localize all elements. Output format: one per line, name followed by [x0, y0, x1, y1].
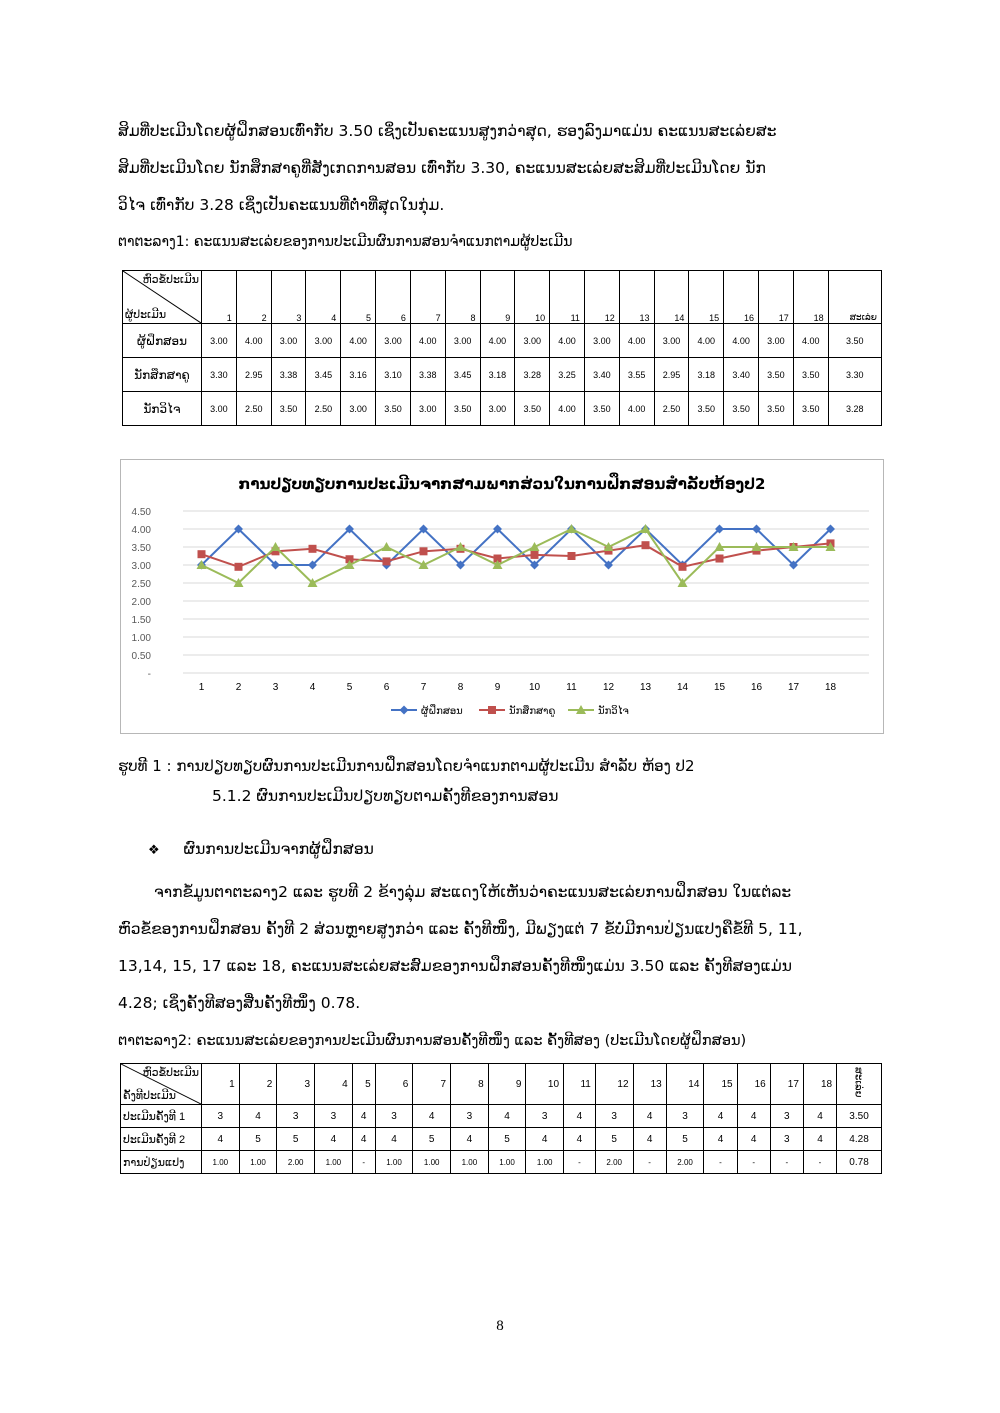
- data-point: [420, 547, 428, 555]
- table-cell: 3.10: [376, 358, 411, 392]
- column-header: 3: [277, 1064, 315, 1105]
- data-point: [679, 563, 687, 571]
- corner-bottom-label: ຜູ້ປະເມີນ: [125, 309, 167, 321]
- table-cell: 2.50: [236, 392, 271, 426]
- y-tick-label: 1.00: [131, 633, 151, 644]
- table-cell: 4.00: [341, 324, 376, 358]
- column-header: 6: [375, 1064, 413, 1105]
- legend-label: ຜູ້ຝຶກສອນ: [421, 706, 463, 717]
- table-cell: 2.00: [595, 1151, 633, 1174]
- column-header: 9: [480, 271, 515, 324]
- table-cell: -: [352, 1151, 375, 1174]
- table-cell: 4.00: [793, 324, 828, 358]
- data-point: [716, 555, 724, 563]
- subsection-heading: 5.1.2 ຜົນການປະເມີນປຽບທຽບຕາມຄັ້ງທີຂອງການສອນ: [212, 787, 559, 805]
- table-cell: 3: [770, 1105, 803, 1128]
- column-header: 17: [770, 1064, 803, 1105]
- table-cell: 4: [803, 1105, 836, 1128]
- data-point: [568, 552, 576, 560]
- table-cell: 3.28: [515, 358, 550, 392]
- table-cell: 2.50: [654, 392, 689, 426]
- table-cell: 3.38: [271, 358, 306, 392]
- table-cell: 3: [202, 1105, 240, 1128]
- table-cell: 3.00: [376, 324, 411, 358]
- table-cell: 3.55: [619, 358, 654, 392]
- table-cell: 2.50: [306, 392, 341, 426]
- table-cell: 3.50: [584, 392, 619, 426]
- column-header: 2: [239, 1064, 277, 1105]
- column-header: 11: [564, 1064, 596, 1105]
- x-tick-label: 13: [639, 682, 652, 693]
- table-corner-cell: [123, 271, 202, 324]
- y-tick-label: 4.50: [131, 507, 151, 518]
- table-cell: 4: [239, 1105, 277, 1128]
- column-header: 7: [413, 1064, 451, 1105]
- table1-caption: ຕາຕະລາງ1: ຄະແນນສະເລ່ຍຂອງການປະເມີນຜົນການສອນຈໍາແນກຕາມຜູ້ປະເມີນ: [118, 234, 573, 250]
- column-header: 15: [704, 1064, 737, 1105]
- x-tick-label: 10: [528, 682, 541, 693]
- table-cell: 3.38: [410, 358, 445, 392]
- table-cell: 4.00: [410, 324, 445, 358]
- x-tick-label: 5: [346, 682, 353, 693]
- data-point: [309, 545, 317, 553]
- table-cell: 4: [564, 1128, 596, 1151]
- data-point: [642, 541, 650, 549]
- body-line: ຫົວຂໍ້ຂອງການຝຶກສອນ ຄັ້ງທີ 2 ສ່ວນຫຼາຍສູງກວ່າ ແລະ ຄັ້ງທີໜຶ່ງ, ມີພຽງແຕ່ 7 ຂໍ້ບໍ່ມີການປ່ຽນແປງຄືຂໍ້ທີ 5, 11,: [118, 920, 803, 938]
- table-cell: 4: [633, 1105, 666, 1128]
- table-cell: 1.00: [488, 1151, 526, 1174]
- table-cell: 3.00: [515, 324, 550, 358]
- table-cell: 1.00: [239, 1151, 277, 1174]
- body-line: ຈາກຂໍ້ມູນຕາຕະລາງ2 ແລະ ຮູບທີ 2 ຂ້າງລຸ່ມ ສະແດງໃຫ້ເຫັນວ່າຄະແນນສະເລ່ຍການຝຶກສອນ ໃນແຕ່ລະ: [154, 883, 792, 901]
- table-cell: 3.18: [480, 358, 515, 392]
- table-cell: 3.00: [202, 324, 237, 358]
- table-cell: 3: [277, 1105, 315, 1128]
- table-cell: 1.00: [451, 1151, 489, 1174]
- table-cell: 4: [737, 1105, 770, 1128]
- intro-line: ສິມທີ່ປະເມີນໂດຍຜູ້ຝຶກສອນເທົ່າກັບ 3.50 ເຊິ່ງເປັນຄະແນນສູງກວ່າສຸດ, ຮອງລົງມາແມ່ນ ຄະແນນສະເລ່ຍສະ: [118, 122, 777, 140]
- row-label: ຜູ້ຝຶກສອນ: [123, 324, 202, 358]
- table-cell: 4: [803, 1128, 836, 1151]
- table-cell: 3.50: [376, 392, 411, 426]
- table-cell: 2.95: [236, 358, 271, 392]
- column-header: 2: [236, 271, 271, 324]
- body-line: 4.28; ເຊິ່ງຄັ້ງທີສອງສື່ນຄັ້ງທີໜຶ່ງ 0.78.: [118, 994, 361, 1012]
- legend-marker: [400, 706, 409, 715]
- bullet-icon: ❖: [148, 843, 160, 858]
- table-cell: 3.25: [550, 358, 585, 392]
- table-cell: 2.00: [277, 1151, 315, 1174]
- chart-title: ການປຽບທຽບການປະເມີນຈາກສາມພາກສ່ວນໃນການຝຶກສອນສໍາລັບຫ້ອງປ2: [238, 475, 766, 493]
- column-header: 18: [793, 271, 828, 324]
- x-tick-label: 17: [787, 682, 800, 693]
- data-point: [383, 557, 391, 565]
- table-cell: 5: [239, 1128, 277, 1151]
- table-cell: 4: [526, 1128, 564, 1151]
- table-cell: 4: [375, 1128, 413, 1151]
- column-header: 14: [666, 1064, 704, 1105]
- table-cell: 4: [488, 1105, 526, 1128]
- table-cell: -: [564, 1151, 596, 1174]
- x-tick-label: 15: [713, 682, 726, 693]
- bullet-heading-text: ຜົນການປະເມີນຈາກຜູ້ຝຶກສອນ: [183, 840, 374, 858]
- column-header-label: ສະເລ່ຍ: [852, 1067, 864, 1098]
- table-cell: 2.00: [666, 1151, 704, 1174]
- body-paragraph: [118, 877, 882, 1019]
- table-cell: 3: [315, 1105, 353, 1128]
- corner-top-label: ຫົວຂໍ້ປະເມີນ: [142, 274, 199, 286]
- x-tick-label: 2: [235, 682, 242, 693]
- table-cell: -: [770, 1151, 803, 1174]
- column-header: 13: [619, 271, 654, 324]
- y-tick-label: 3.00: [131, 561, 151, 572]
- table-cell: 4.00: [550, 324, 585, 358]
- table-cell: 2.95: [654, 358, 689, 392]
- column-header: 5: [352, 1064, 375, 1105]
- legend-item: [391, 703, 463, 717]
- x-tick-label: 11: [566, 682, 577, 693]
- row-label: ການປ່ຽນແປງ: [121, 1151, 202, 1174]
- page-number: 8: [496, 1318, 504, 1334]
- table-cell: 3.50: [724, 392, 759, 426]
- column-header: 1: [202, 1064, 240, 1105]
- y-tick-label: 0.50: [131, 651, 151, 662]
- table-cell: 3.00: [759, 324, 794, 358]
- y-tick-label: 3.50: [131, 543, 151, 554]
- table-cell: 4: [451, 1128, 489, 1151]
- table-corner-cell: [121, 1064, 202, 1105]
- column-header: 4: [315, 1064, 353, 1105]
- intro-line: ວິໄຈ ເທົ່າກັບ 3.28 ເຊິ່ງເປັນຄະແນນທີ່ຕໍ່າທີ່ສຸດໃນກຸ່ມ.: [118, 196, 445, 214]
- x-tick-label: 3: [272, 682, 279, 693]
- y-tick-label: 4.00: [131, 525, 151, 536]
- table-cell: 4: [564, 1105, 596, 1128]
- table-cell: 3.30: [202, 358, 237, 392]
- intro-line: ສິມທີ່ປະເມີນໂດຍ ນັກສຶກສາຄູທີ່ສັງເກດການສອນ ເທົ່າກັບ 3.30, ຄະແນນສະເລ່ຍສະສິມທີ່ປະເມີນໂດຍ ນັກ: [118, 159, 766, 177]
- table-row: [121, 1128, 882, 1151]
- x-tick-label: 6: [383, 682, 390, 693]
- table-cell: 3.18: [689, 358, 724, 392]
- x-tick-label: 8: [457, 682, 464, 693]
- table-cell: -: [704, 1151, 737, 1174]
- table-cell: 1.00: [375, 1151, 413, 1174]
- table-cell: 1.00: [315, 1151, 353, 1174]
- table-row: [121, 1105, 882, 1128]
- table-cell: 3.40: [724, 358, 759, 392]
- column-header: ສະເລ່ຍ: [828, 271, 881, 324]
- table-cell: 4.00: [689, 324, 724, 358]
- line-chart-svg: [121, 460, 883, 733]
- legend-label: ນັກສຶກສາຄູ: [509, 706, 556, 717]
- legend-label: ນັກວິໄຈ: [598, 706, 629, 717]
- table-cell: 3.00: [654, 324, 689, 358]
- column-header: 4: [306, 271, 341, 324]
- table-cell: -: [803, 1151, 836, 1174]
- data-point: [235, 563, 243, 571]
- table-cell: 4: [315, 1128, 353, 1151]
- column-header: 16: [724, 271, 759, 324]
- table-cell: 3.00: [445, 324, 480, 358]
- table-cell: 4: [352, 1128, 375, 1151]
- table-cell: 3.00: [584, 324, 619, 358]
- x-tick-label: 18: [824, 682, 837, 693]
- data-point: [198, 550, 206, 558]
- column-header: 7: [410, 271, 445, 324]
- row-label: ປະເມີນຄັ້ງທີ 1: [121, 1105, 202, 1128]
- table-cell: 3.30: [828, 358, 881, 392]
- table-cell: 3.45: [445, 358, 480, 392]
- table-row: [123, 324, 882, 358]
- column-header: 5: [341, 271, 376, 324]
- column-header: 8: [445, 271, 480, 324]
- table-cell: -: [633, 1151, 666, 1174]
- column-header: 17: [759, 271, 794, 324]
- table-cell: 3.50: [515, 392, 550, 426]
- body-line: 13,14, 15, 17 ແລະ 18, ຄະແນນສະເລ່ຍສະສົມຂອງການຝຶກສອນຄັ້ງທີໜຶ່ງແມ່ນ 3.50 ແລະ ຄັ້ງທີສອງແມ່ນ: [118, 957, 792, 975]
- table-cell: 3: [451, 1105, 489, 1128]
- table-cell: 3.00: [202, 392, 237, 426]
- table-cell: 3: [526, 1105, 564, 1128]
- column-header: 9: [488, 1064, 526, 1105]
- table-cell: 3.50: [837, 1105, 882, 1128]
- table-cell: 3.50: [271, 392, 306, 426]
- table-cell: 3.45: [306, 358, 341, 392]
- row-label: ນັກວິໄຈ: [123, 392, 202, 426]
- table-cell: 3.40: [584, 358, 619, 392]
- table-cell: 3.50: [793, 358, 828, 392]
- figure-caption: ຮູບທີ 1 : ການປຽບທຽບຜົນການປະເມີນການຝຶກສອນໂດຍຈໍາແນກຕາມຜູ້ປະເມີນ ສໍາລັບ ຫ້ອງ ປ2: [118, 757, 695, 775]
- table-cell: 3.50: [828, 324, 881, 358]
- table-cell: 4.00: [724, 324, 759, 358]
- table-cell: 1.00: [526, 1151, 564, 1174]
- column-header: 10: [526, 1064, 564, 1105]
- x-tick-label: 14: [676, 682, 689, 693]
- table-cell: 4: [737, 1128, 770, 1151]
- table-cell: 4.00: [550, 392, 585, 426]
- table-row: [123, 358, 882, 392]
- column-header: 16: [737, 1064, 770, 1105]
- table-cell: 3.50: [689, 392, 724, 426]
- x-tick-label: 4: [309, 682, 316, 693]
- table-cell: 3.16: [341, 358, 376, 392]
- table-cell: 4: [352, 1105, 375, 1128]
- table-cell: 4: [704, 1105, 737, 1128]
- session-comparison-table: [120, 1063, 882, 1174]
- y-tick-label: 1.50: [131, 615, 151, 626]
- corner-bottom-label: ຄັ້ງທີປະເມີນ: [123, 1090, 177, 1102]
- bullet-heading: [148, 840, 374, 858]
- column-header: 14: [654, 271, 689, 324]
- x-tick-label: 1: [198, 682, 205, 693]
- evaluator-comparison-table: [122, 270, 882, 426]
- table-cell: 3.00: [410, 392, 445, 426]
- table-cell: 4.28: [837, 1128, 882, 1151]
- table-cell: 4.00: [619, 324, 654, 358]
- table-cell: 3: [375, 1105, 413, 1128]
- legend-marker: [488, 706, 496, 714]
- y-tick-label: 2.50: [131, 579, 151, 590]
- table-cell: 3.00: [271, 324, 306, 358]
- table-cell: 1.00: [202, 1151, 240, 1174]
- table-cell: 3: [666, 1105, 704, 1128]
- y-tick-label: 2.00: [131, 597, 151, 608]
- x-tick-label: 9: [494, 682, 501, 693]
- comparison-chart: [120, 459, 884, 734]
- column-header: 13: [633, 1064, 666, 1105]
- intro-paragraph: [118, 116, 882, 221]
- row-label: ນັກສຶກສາຄູ: [123, 358, 202, 392]
- table-cell: 3.50: [759, 358, 794, 392]
- y-tick-label: -: [147, 669, 151, 680]
- table-header-row: [123, 271, 882, 324]
- legend-item: [568, 704, 629, 717]
- row-label: ປະເມີນຄັ້ງທີ 2: [121, 1128, 202, 1151]
- table-cell: 4.00: [619, 392, 654, 426]
- table-cell: 5: [277, 1128, 315, 1151]
- column-header: 12: [584, 271, 619, 324]
- table-cell: 3.28: [828, 392, 881, 426]
- table-cell: 5: [595, 1128, 633, 1151]
- column-header: 10: [515, 271, 550, 324]
- table-cell: 4: [202, 1128, 240, 1151]
- x-tick-label: 16: [750, 682, 763, 693]
- table-cell: 5: [488, 1128, 526, 1151]
- table-cell: 5: [413, 1128, 451, 1151]
- table-cell: 5: [666, 1128, 704, 1151]
- column-header: 1: [202, 271, 237, 324]
- table-header-row: [121, 1064, 882, 1105]
- series-3: [197, 524, 836, 587]
- table-cell: -: [737, 1151, 770, 1174]
- table-cell: 1.00: [413, 1151, 451, 1174]
- series-line: [202, 529, 831, 583]
- table-cell: 4: [633, 1128, 666, 1151]
- table-cell: 3.50: [759, 392, 794, 426]
- x-tick-label: 12: [602, 682, 615, 693]
- table-cell: 4: [413, 1105, 451, 1128]
- x-tick-label: 7: [420, 682, 427, 693]
- table-cell: 3.00: [341, 392, 376, 426]
- column-header: [837, 1064, 882, 1105]
- table-cell: 3: [770, 1128, 803, 1151]
- data-point: [531, 551, 539, 559]
- corner-top-label: ຫົວຂໍ້ປະເມີນ: [142, 1067, 199, 1079]
- table-cell: 0.78: [837, 1151, 882, 1174]
- table-row: [121, 1151, 882, 1174]
- table-row: [123, 392, 882, 426]
- table-cell: 3.50: [793, 392, 828, 426]
- table-cell: 4.00: [236, 324, 271, 358]
- column-header: 11: [550, 271, 585, 324]
- column-header: 12: [595, 1064, 633, 1105]
- table-cell: 3: [595, 1105, 633, 1128]
- column-header: 8: [451, 1064, 489, 1105]
- column-header: 18: [803, 1064, 836, 1105]
- table2-caption: ຕາຕະລາງ2: ຄະແນນສະເລ່ຍຂອງການປະເມີນຜົນການສອນຄັ້ງທີໜຶ່ງ ແລະ ຄັ້ງທີສອງ (ປະເມີນໂດຍຜູ້ຝຶກສອນ): [118, 1033, 747, 1049]
- legend-item: [479, 704, 555, 717]
- table-cell: 4.00: [480, 324, 515, 358]
- table-cell: 3.50: [445, 392, 480, 426]
- column-header: 3: [271, 271, 306, 324]
- column-header: 6: [376, 271, 411, 324]
- column-header: 15: [689, 271, 724, 324]
- table-cell: 3.00: [480, 392, 515, 426]
- table-cell: 4: [704, 1128, 737, 1151]
- table-cell: 3.00: [306, 324, 341, 358]
